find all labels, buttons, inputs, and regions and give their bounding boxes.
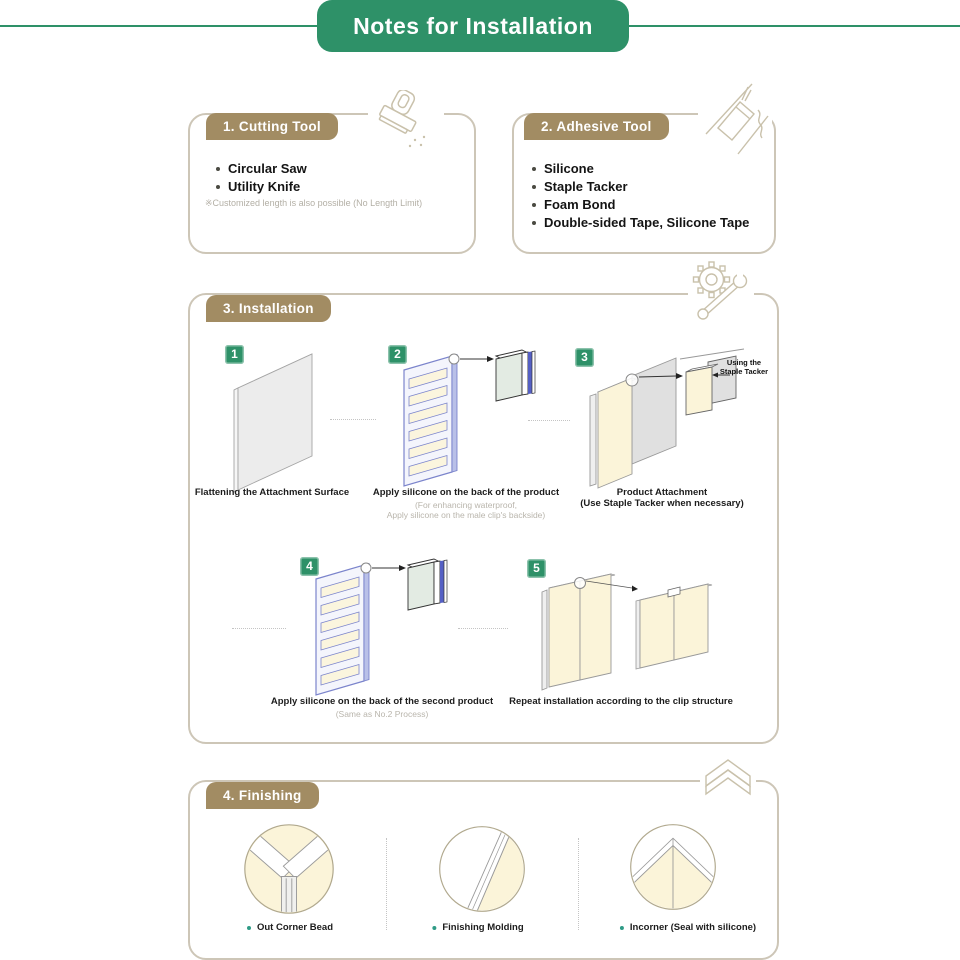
step4-caption: Apply silicone on the back of the second product <box>270 696 494 707</box>
step1-illustration <box>222 340 342 495</box>
bullet-dot <box>216 167 220 171</box>
bullet-dot <box>247 926 251 930</box>
step3-annotation: Using the Staple Tacker <box>719 358 769 376</box>
finishing-label: 4. Finishing <box>206 782 319 809</box>
list-item: Foam Bond <box>532 197 616 212</box>
finishing-molding-figure <box>437 824 527 914</box>
cutting-note: ※Customized length is also possible (No Length Limit) <box>205 198 423 208</box>
step-badge: 2 <box>388 345 407 364</box>
bullet-dot <box>432 926 436 930</box>
step-separator <box>232 628 286 629</box>
list-item: Double-sided Tape, Silicone Tape <box>532 215 749 230</box>
page-title: Notes for Installation <box>317 0 629 52</box>
bullet-dot <box>532 203 536 207</box>
bullet-dot <box>532 185 536 189</box>
step-separator <box>458 628 508 629</box>
adhesive-tool-label: 2. Adhesive Tool <box>524 113 669 140</box>
step4-subcaption: (Same as No.2 Process) <box>335 709 429 719</box>
step3-subcaption: (Use Staple Tacker when necessary) <box>580 498 744 509</box>
out-corner-bead-figure <box>242 822 336 916</box>
finishing-separator <box>578 838 579 930</box>
step-separator <box>330 419 376 420</box>
step2-illustration <box>388 346 568 488</box>
incorner-figure <box>628 822 718 912</box>
list-item: Silicone <box>532 161 594 176</box>
bullet-dot <box>532 167 536 171</box>
step-separator <box>528 420 570 421</box>
step5-illustration <box>528 560 768 700</box>
step5-caption: Repeat installation according to the clip structure <box>509 696 733 707</box>
step-badge: 1 <box>225 345 244 364</box>
finishing-item: Out Corner Bead <box>247 922 333 933</box>
list-item: Staple Tacker <box>532 179 628 194</box>
installation-label: 3. Installation <box>206 295 331 322</box>
step3-caption: Product Attachment <box>616 487 708 498</box>
circular-saw-icon <box>368 90 444 152</box>
list-item: Utility Knife <box>216 179 300 194</box>
step-badge: 4 <box>300 557 319 576</box>
list-item: Circular Saw <box>216 161 307 176</box>
step-badge: 5 <box>527 559 546 578</box>
finishing-item: Finishing Molding <box>432 922 523 933</box>
step-badge: 3 <box>575 348 594 367</box>
cutting-tool-label: 1. Cutting Tool <box>206 113 338 140</box>
step4-illustration <box>300 555 480 697</box>
bullet-dot <box>532 221 536 225</box>
gear-wrench-icon <box>688 258 754 324</box>
corner-bead-icon <box>700 756 756 814</box>
bullet-dot <box>620 926 624 930</box>
step2-subcaption: Apply silicone on the male clip's backside) <box>386 510 546 520</box>
step2-subcaption: (For enhancing waterproof, <box>414 500 518 510</box>
finishing-item: Incorner (Seal with silicone) <box>620 922 756 933</box>
finishing-separator <box>386 838 387 930</box>
step2-caption: Apply silicone on the back of the product <box>372 487 560 498</box>
step1-caption: Flattening the Attachment Surface <box>194 487 350 498</box>
bullet-dot <box>216 185 220 189</box>
silicone-gun-icon <box>698 82 772 156</box>
